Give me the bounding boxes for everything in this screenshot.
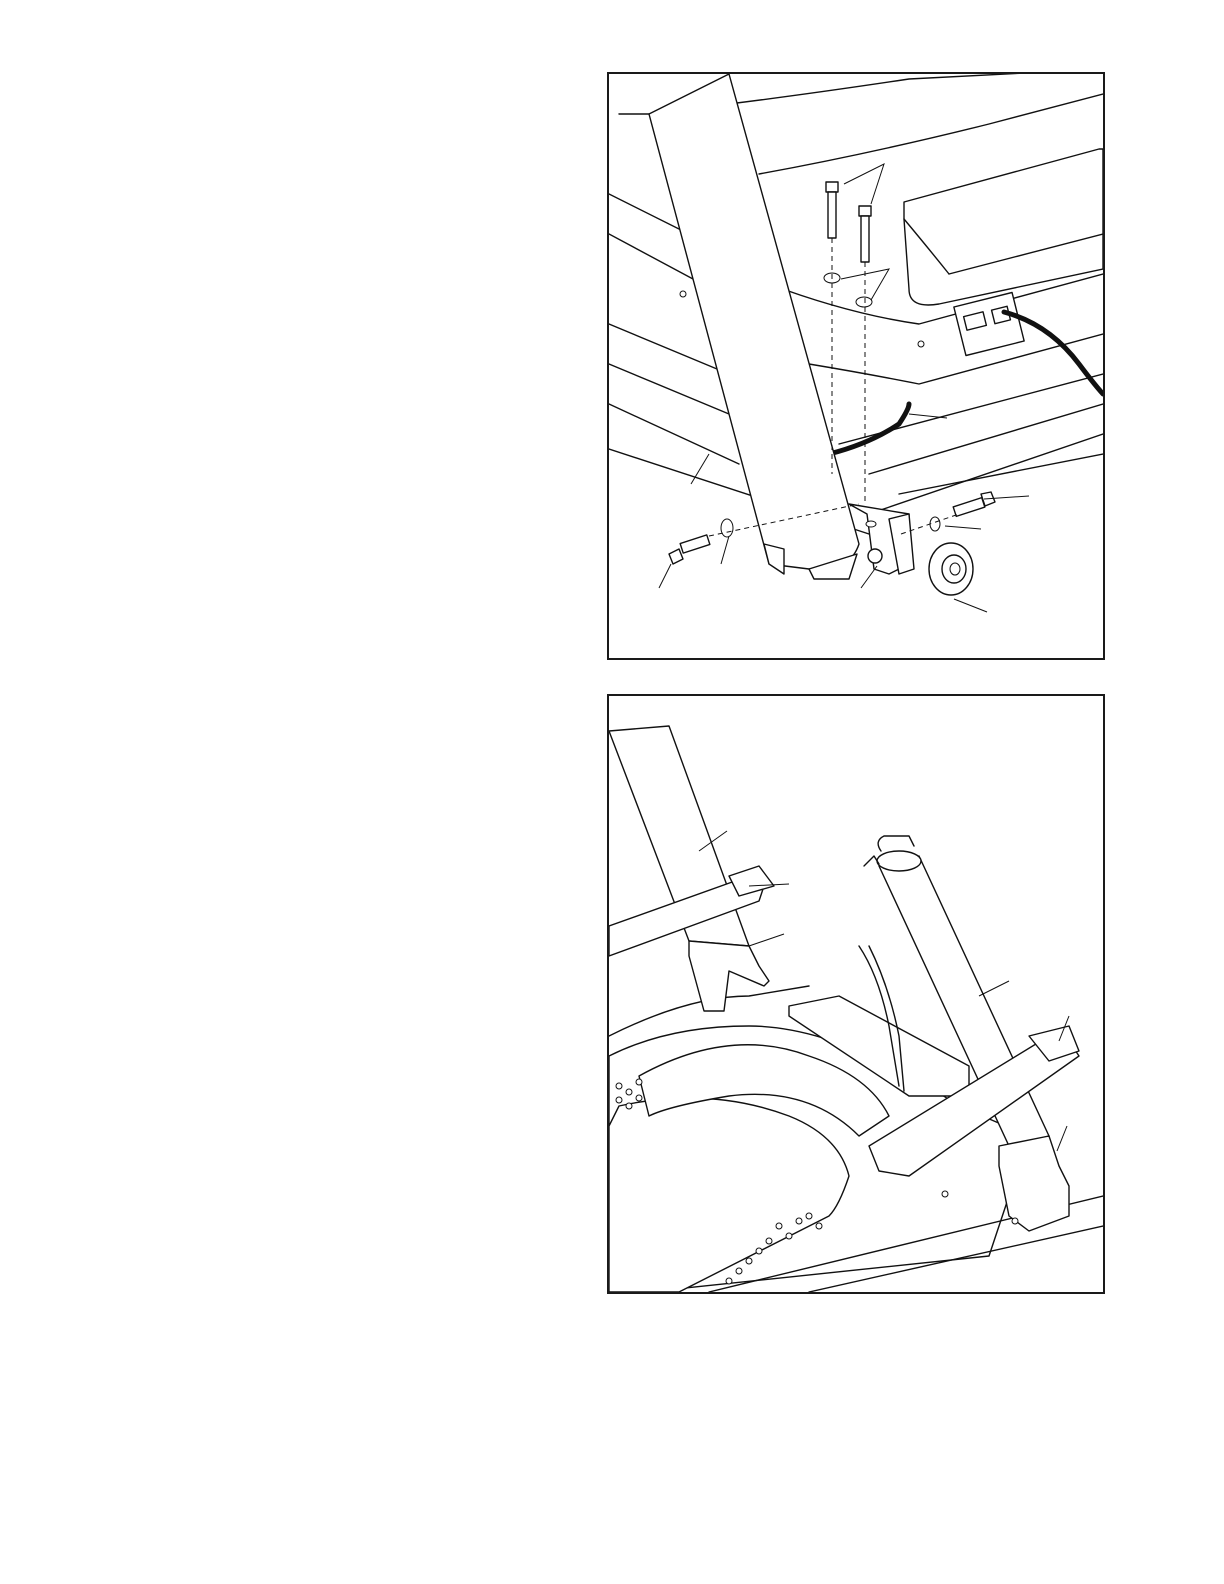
side-washer-left bbox=[721, 519, 733, 537]
leader bbox=[691, 454, 709, 484]
wire-end bbox=[864, 856, 879, 866]
side-bolt-left bbox=[669, 535, 710, 564]
hole bbox=[918, 341, 924, 347]
assembly-figure-bottom bbox=[607, 694, 1105, 1294]
figure-top-drawing bbox=[609, 74, 1103, 658]
frame-low bbox=[899, 454, 1103, 494]
hood-edge bbox=[729, 74, 1103, 104]
wire-loop bbox=[878, 836, 914, 851]
figure-bottom-drawing bbox=[609, 696, 1103, 1292]
leader bbox=[749, 934, 784, 946]
top-washer-2 bbox=[856, 297, 872, 307]
leader bbox=[861, 566, 877, 588]
leader bbox=[659, 564, 671, 588]
upright bbox=[649, 74, 859, 570]
switch-panel bbox=[954, 292, 1024, 355]
leader bbox=[909, 414, 947, 418]
leader bbox=[721, 536, 729, 564]
wheel-bore bbox=[950, 563, 960, 575]
hole bbox=[680, 291, 686, 297]
side-bolt-right bbox=[953, 492, 995, 516]
leader bbox=[954, 599, 987, 612]
assembly-figure-top bbox=[607, 72, 1105, 660]
upright-top bbox=[877, 851, 921, 871]
left-base-shroud bbox=[689, 941, 769, 1011]
leader bbox=[1057, 1126, 1067, 1151]
hole bbox=[1012, 1218, 1018, 1224]
leader bbox=[945, 526, 981, 529]
bracket-hole bbox=[866, 521, 876, 527]
top-bolt-2 bbox=[859, 206, 871, 262]
base-line bbox=[609, 364, 729, 414]
leader bbox=[979, 981, 1009, 996]
bolt-leader bbox=[844, 164, 884, 204]
side-washer-right bbox=[930, 517, 940, 531]
hole bbox=[942, 1191, 948, 1197]
spacer bbox=[868, 549, 882, 563]
top-bolt-1 bbox=[826, 182, 838, 238]
right-base-shroud bbox=[999, 1136, 1069, 1231]
